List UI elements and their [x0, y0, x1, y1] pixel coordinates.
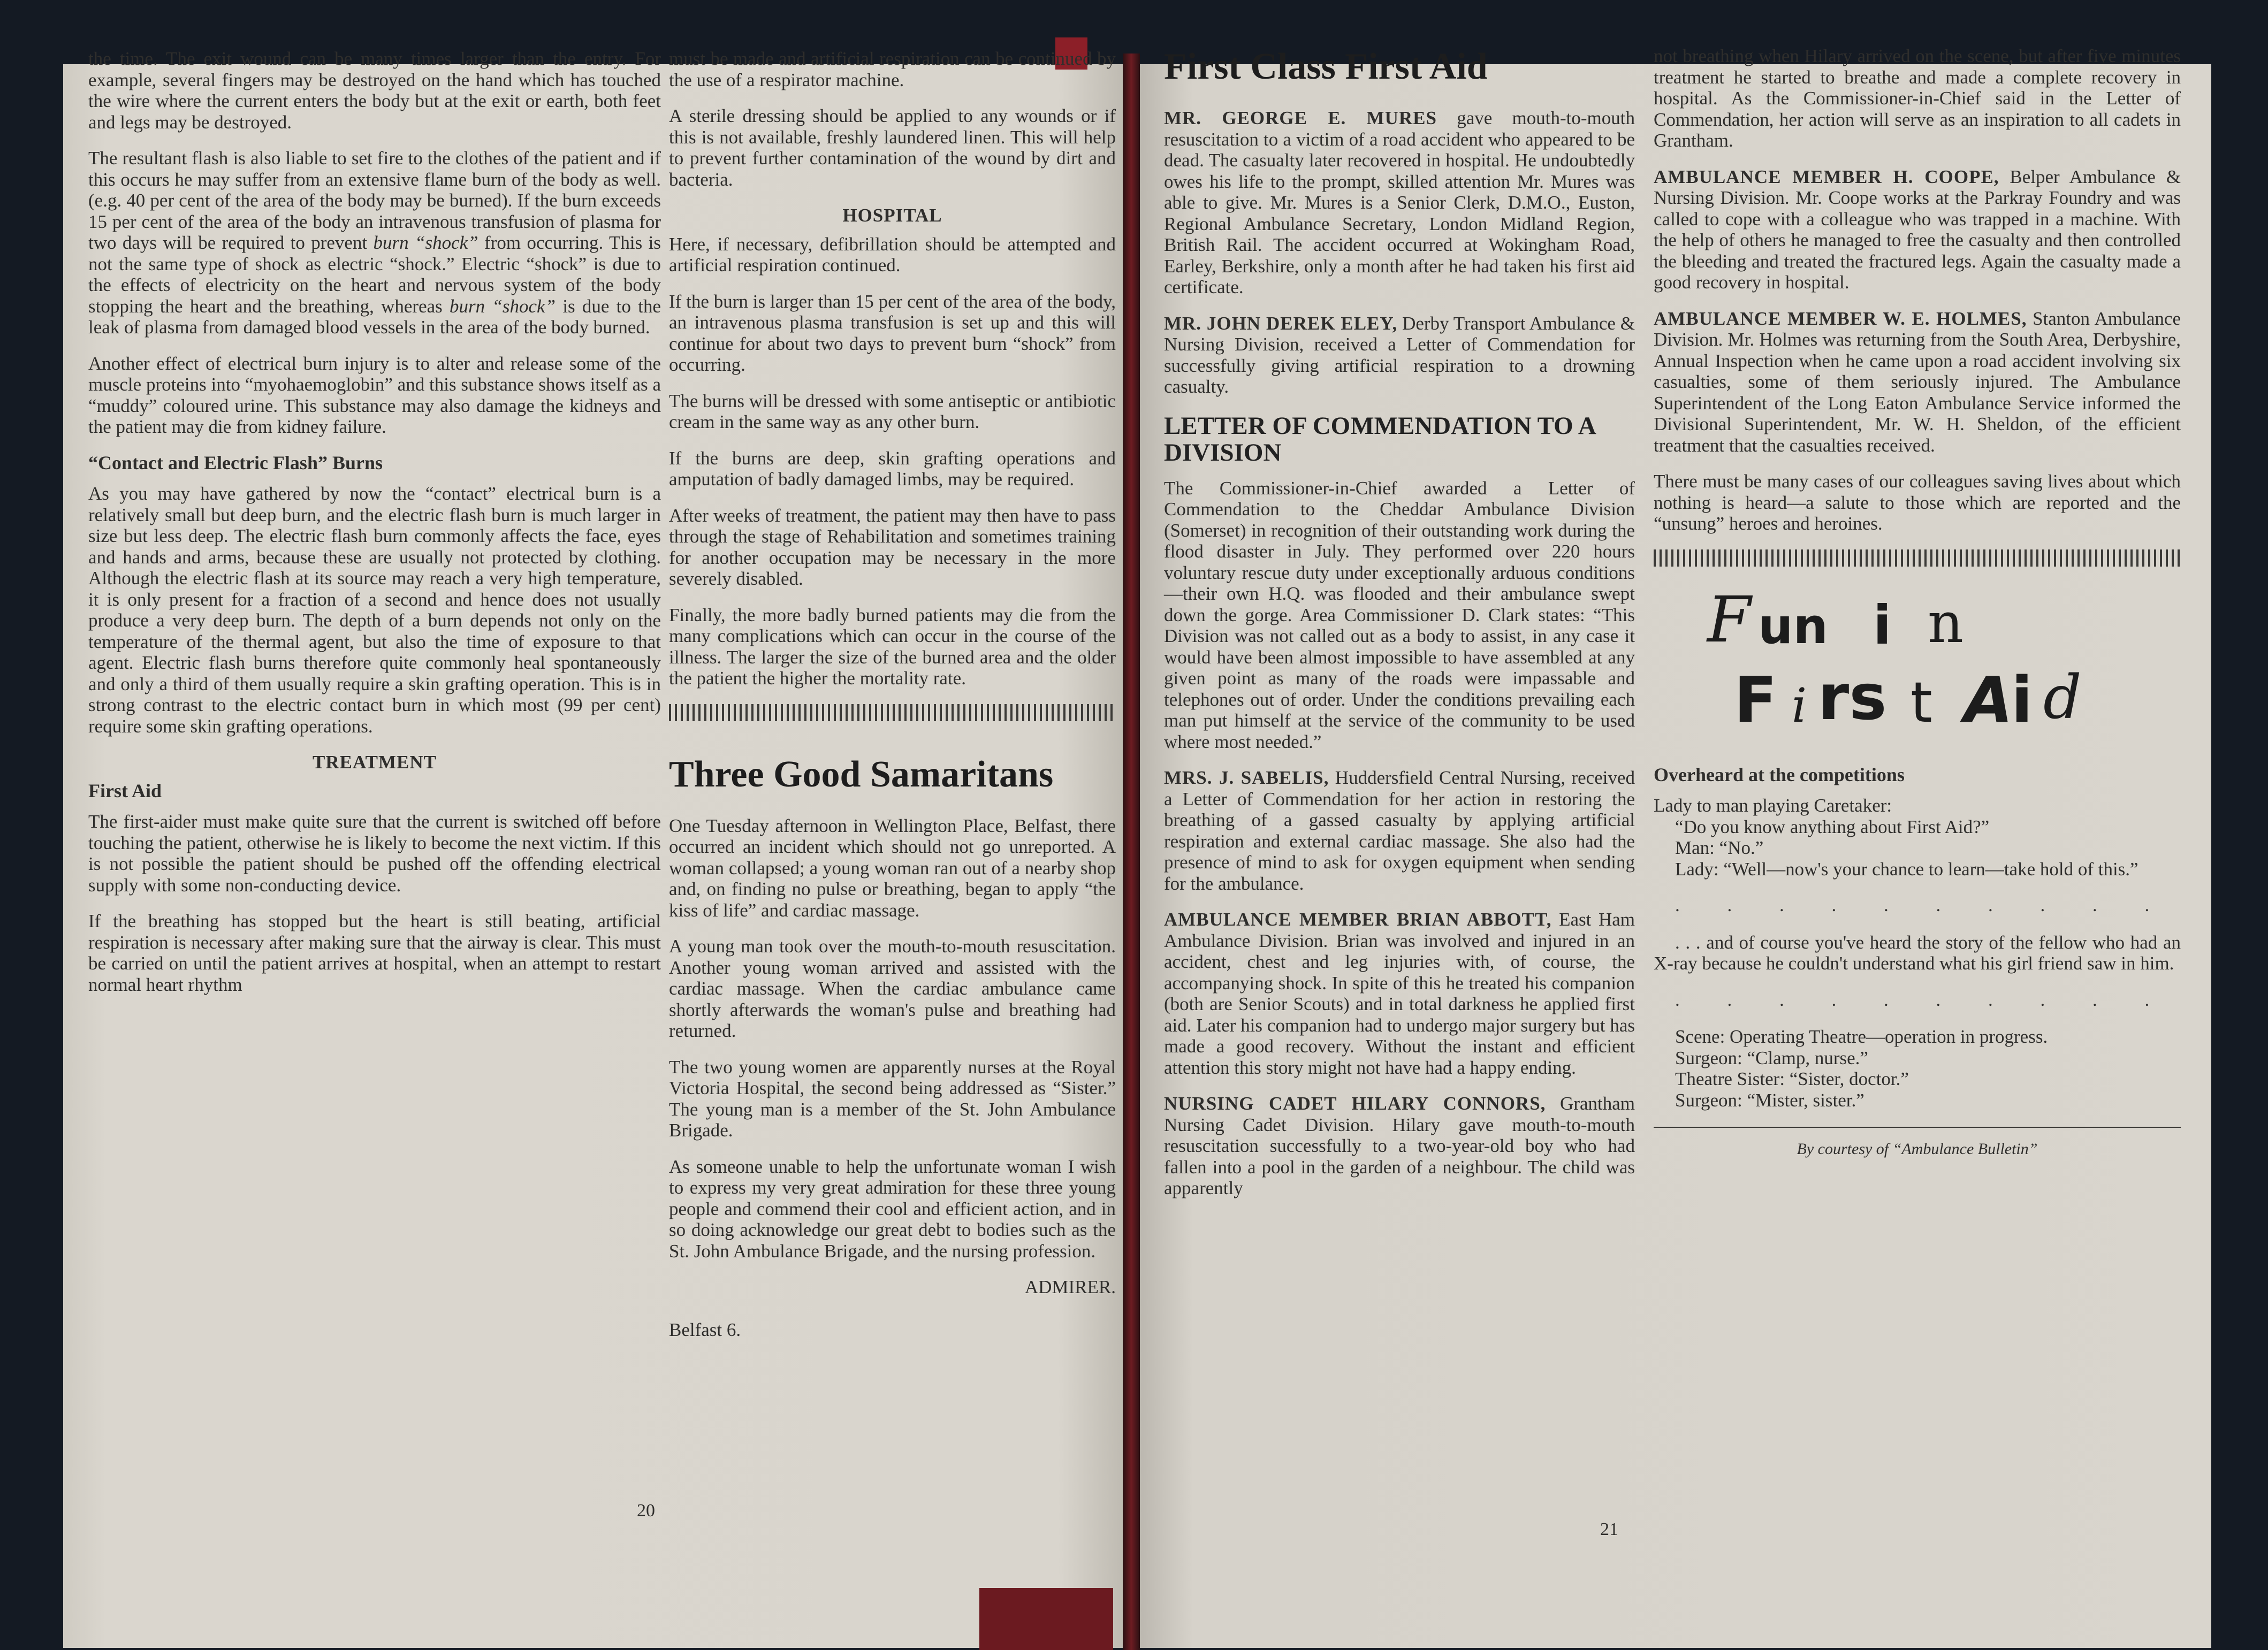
paragraph: AMBULANCE MEMBER H. COOPE, Belper Ambulance & Nursing Division. Mr. Coope works at the Parkray Foundry and was called to cope with a colleague who was trapped in a machine. With the help of others he managed to free the casualty and then controlled the bleeding and treated the fractured legs. Again the casualty made a good recovery in hospital. — [1654, 166, 2181, 293]
dot-separator: . . . . . . . . . . — [1675, 895, 2171, 915]
page-number-right: 21 — [1600, 1519, 1618, 1539]
joke-line: . . . and of course you've heard the story of the fellow who had an X-ray because he couldn't understand what his girl friend saw in him. — [1654, 931, 2181, 974]
joke-line: Lady: “Well—now's your chance to learn—take hold of this.” — [1675, 858, 2138, 880]
subheading-overheard: Overheard at the competitions — [1654, 763, 1905, 785]
paragraph: As you may have gathered by now the “contact” electrical burn is a relatively small but deep burn, and the electric flash burn is much larger in size but less deep. The electric flash burn commonly affects the face, eyes and hands and arms, because these are usually not protected by clothing. Although the electric flash at its source may reach a very high temperature, it is only present for a fraction of a second and hence does not usually produce a very deep burn. The depth of a burn depends not only on the temperature of the thermal agent, but also the time of exposure to that agent. Electric flash burns therefore quite commonly heal spontaneously and only a third of them usually require a skin grafting operation. This is in strong contrast to the electric contact burn in which most (99 per cent) require some skin grafting operations. — [88, 483, 661, 737]
joke-line: Scene: Operating Theatre—operation in progress. — [1675, 1026, 2048, 1047]
title-letter: A — [1964, 662, 2013, 737]
paragraph: The two young women are apparently nurses at the Royal Victoria Hospital, the second being addressed as “Sister.” The young man is a member of the St. John Ambulance Brigade. — [669, 1056, 1116, 1141]
paragraph: NURSING CADET HILARY CONNORS, Grantham Nursing Cadet Division. Hilary gave mouth-to-mouth resuscitation successfully to a two-year-old boy who had fallen into a pool in the garden of a neighbour. The child was apparently — [1164, 1093, 1635, 1198]
title-letter: F — [1734, 662, 1777, 737]
paragraph: If the burn is larger than 15 per cent of the area of the body, an intravenous plasma transfusion is set up and this will continue for about two days to prevent burn “shock” from occurring. — [669, 291, 1116, 375]
section-divider — [669, 704, 1116, 721]
paragraph: The first-aider must make quite sure that the current is switched off before touching the patient, otherwise he is likely to become the next victim. If this is not possible the patient should be pushed off the offending electrical supply with some non-conducting device. — [88, 811, 661, 896]
title-letter: F — [1707, 582, 1751, 656]
left-column-1 — [88, 48, 661, 1010]
paragraph: A young man took over the mouth-to-mouth resuscitation. Another young woman arrived and assisted with the cardiac massage. When the cardiac ambulance came shortly afterwards the woman's pulse and breathing had returned. — [669, 936, 1116, 1041]
heading-hospital: HOSPITAL — [842, 205, 942, 226]
place: Belfast 6. — [669, 1319, 741, 1340]
paragraph: The resultant flash is also liable to set fire to the clothes of the patient and if this occurs he may suffer from an extensive flame burn of the body as well. (e.g. 40 per cent of the area of the body may be burned). If the burn exceeds 15 per cent of the area of the body an intravenous transfusion of plasma for two days will be required to prevent burn “shock” from occurring. This is not the same type of shock as electric “shock.” Electric “shock” is due to the effects of electricity on the heart and nervous system of the body stopping the heart and the breathing, whereas burn “shock” is due to the leak of plasma from damaged blood vessels in the area of the body burned. — [88, 148, 661, 338]
paragraph: One Tuesday afternoon in Wellington Place, Belfast, there occurred an incident which should not go unreported. A woman collapsed; a young woman ran out of a nearby shop and, on finding no pulse or breathing, began to apply “the kiss of life” and cardiac massage. — [669, 815, 1116, 921]
paragraph: A sterile dressing should be applied to any wounds or if this is not available, freshly laundered linen. This will help to prevent further contamination of the wound by dirt and bacteria. — [669, 105, 1116, 190]
paragraph: If the burns are deep, skin grafting operations and amputation of badly damaged limbs, may be required. — [669, 447, 1116, 490]
article-title-samaritans: Three Good Samaritans — [669, 753, 1054, 795]
paragraph: As someone unable to help the unfortunate woman I wish to express my very great admiration for these three young people and commend their cool and efficient action, and in so doing acknowledge our great debt to bodies such as the St. John Ambulance Brigade, and the nursing profession. — [669, 1156, 1116, 1262]
page-number-left: 20 — [637, 1501, 655, 1521]
title-letter: t — [1911, 669, 1932, 735]
paragraph: There must be many cases of our colleagues saving lives about which nothing is heard—a salute to those which are reported and the “unsung” heroes and heroines. — [1654, 471, 2181, 534]
paragraph: The burns will be dressed with some antiseptic or antibiotic cream in the same way as any other burn. — [669, 390, 1116, 432]
paragraph: must be made and artificial respiration can be continued by the use of a respirator machine. — [669, 48, 1116, 90]
paragraph: MR. JOHN DEREK ELEY, Derby Transport Ambulance & Nursing Division, received a Letter of Commendation for successfully giving artificial respiration to a drowning casualty. — [1164, 312, 1635, 397]
joke-line: Surgeon: “Clamp, nurse.” — [1675, 1047, 1868, 1068]
dot-separator: . . . . . . . . . . — [1675, 989, 2171, 1010]
paragraph: Finally, the more badly burned patients may die from the many complications which can occur in the course of the illness. The larger the size of the burned area and the older the patient the higher the mortality rate. — [669, 604, 1116, 689]
paragraph: The Commissioner-in-Chief awarded a Letter of Commendation to the Cheddar Ambulance Division (Somerset) in recognition of their outstanding work during the flood disaster in July. They performed over 220 hours voluntary rescue duty under exceptionally arduous conditions—their own H.Q. was flooded and their ambulance swept down the gorge. Area Commissioner D. Clark states: “This Division was not called out as a body to assist, in any case it would have been almost impossible to have assembled at any given point as many of the roads were impassable and telephones out of order. Under the conditions prevailing each man put himself at the service of the community to be used where most needed.” — [1164, 477, 1635, 752]
paragraph: AMBULANCE MEMBER W. E. HOLMES, Stanton Ambulance Division. Mr. Holmes was returning from the South Area, Derbyshire, Annual Inspection when he came upon a road accident involving six casualties, some of them seriously injured. The Ambulance Superintendent of the Long Eaton Ambulance Service informed the Divisional Superintendent, Mr. W. H. Sheldon, of the efficient treatment that the casualties received. — [1654, 308, 2181, 456]
paragraph: Here, if necessary, defibrillation should be attempted and artificial respiration continued. — [669, 233, 1116, 276]
left-column-2 — [669, 48, 1116, 1340]
book-spine — [1123, 54, 1140, 1650]
paragraph: the time. The exit wound can be many times larger than the entry. For example, several fingers may be destroyed on the hand which has touched the wire where the current enters the body but at the exit or earth, both feet and legs may be destroyed. — [88, 48, 661, 133]
joke-line: Theatre Sister: “Sister, doctor.” — [1675, 1068, 1909, 1089]
heading-treatment: TREATMENT — [313, 752, 437, 773]
heading-letter-of-commendation: LETTER OF COMMENDATION TO A DIVISION — [1164, 411, 1595, 467]
paragraph: MR. GEORGE E. MURES gave mouth-to-mouth resuscitation to a victim of a road accident who appeared to be dead. The casualty later recovered in hospital. He undoubtedly owes his life to the prompt, skilled attention Mr. Mures was able to give. Mr. Mures is a Senior Clerk, D.M.O., Euston, Regional Ambulance Secretary, London Midland Region, British Rail. The accident occurred at Wokingham Road, Earley, Berkshire, only a month after he had taken his first aid certificate. — [1164, 108, 1635, 297]
credit-rule — [1654, 1127, 2181, 1128]
joke-line: Man: “No.” — [1675, 837, 1764, 858]
paragraph: If the breathing has stopped but the heart is still beating, artificial respiration is necessary after making sure that the airway is clear. This must be carried on until the patient arrives at hospital, when an attempt to restart normal heart rhythm — [88, 911, 661, 995]
paragraph: MRS. J. SABELIS, Huddersfield Central Nursing, received a Letter of Commendation for her action in restoring the breathing of a gassed casualty by applying artificial respiration and external cardiac massage. She also had the presence of mind to ask for oxygen equipment when sending for the ambulance. — [1164, 767, 1635, 894]
title-letter: d — [2043, 662, 2082, 732]
title-letter: i — [2011, 662, 2033, 737]
joke-line: “Do you know anything about First Aid?” — [1675, 816, 1990, 837]
subheading-contact-burns: “Contact and Electric Flash” Burns — [88, 452, 383, 473]
paragraph: After weeks of treatment, the patient may then have to pass through the stage of Rehabilitation and sometimes training for another occupation may be necessary in the more severely disabled. — [669, 505, 1116, 589]
paragraph: AMBULANCE MEMBER BRIAN ABBOTT, East Ham Ambulance Division. Brian was involved and injured in an accident, chest and leg injuries with, of course, the accompanying shock. In spite of this he treated his companion (both are Senior Scouts) and in total darkness he applied first aid. Later his companion had to undergo major surgery but has made a good recovery. Without the instant and efficient attention this story might not have had a happy ending. — [1164, 909, 1635, 1078]
section-divider — [1654, 549, 2181, 567]
credit-line: By courtesy of “Ambulance Bulletin” — [1797, 1140, 2038, 1158]
paragraph: not breathing when Hilary arrived on the scene, but after five minutes treatment he started to breathe and made a complete recovery in hospital. As the Commissioner-in-Chief said in the Letter of Commendation, her action will serve as an inspiration to all cadets in Grantham. — [1654, 45, 2181, 151]
title-letter: n — [1928, 590, 1963, 655]
article-title-first-class: First Class First Aid — [1164, 46, 1488, 87]
title-letter: i — [1873, 593, 1892, 656]
subheading-first-aid: First Aid — [88, 780, 162, 801]
joke-line: Surgeon: “Mister, sister.” — [1675, 1089, 1864, 1111]
joke-line: Lady to man playing Caretaker: — [1654, 795, 1892, 816]
right-column-1 — [1164, 45, 1635, 1214]
title-letter: i — [1792, 677, 1807, 733]
paragraph: Another effect of electrical burn injury is to alter and release some of the muscle proteins into “myohaemoglobin” and this substance shows itself as a “muddy” coloured urine. This substance may also damage the kidneys and the patient may die from kidney failure. — [88, 353, 661, 437]
right-column-2 — [1654, 45, 2181, 1160]
spine-ribbon-bottom — [979, 1588, 1113, 1650]
fun-in-first-aid-title — [1654, 582, 2181, 759]
title-letter: un — [1758, 597, 1828, 655]
title-letter: rs — [1818, 660, 1887, 734]
signature: ADMIRER. — [1024, 1277, 1116, 1297]
